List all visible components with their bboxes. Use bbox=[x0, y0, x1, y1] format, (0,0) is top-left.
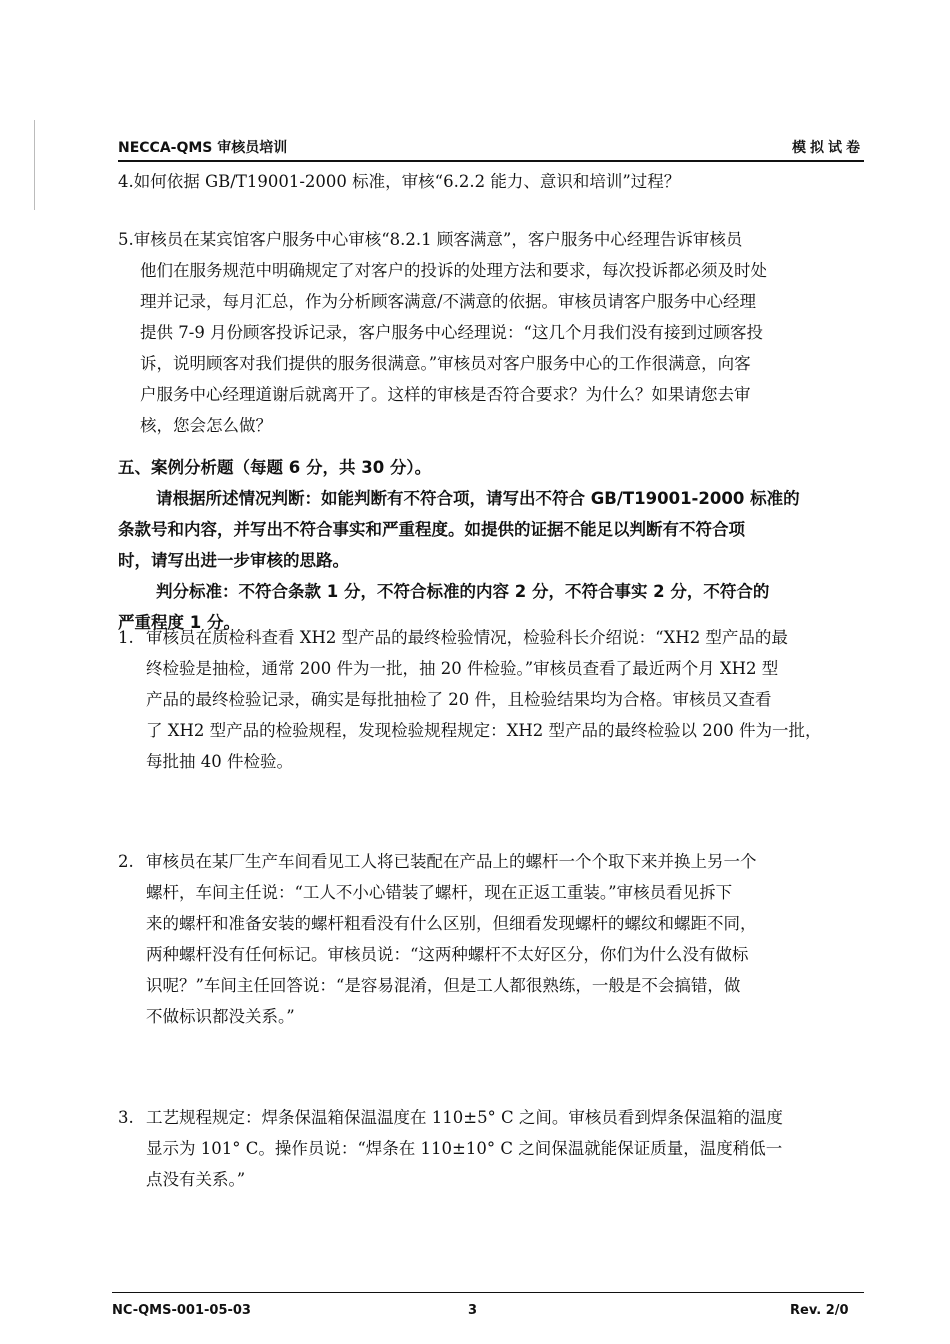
case-2 bbox=[118, 846, 878, 1032]
question-5 bbox=[118, 224, 878, 441]
question-5-line: 提供 7-9 月份顾客投诉记录，客户服务中心经理说：“这几个月我们没有接到过顾客投 bbox=[140, 323, 763, 342]
case-1-number: 1. bbox=[118, 628, 134, 647]
case-2-line: 不做标识都没关系。” bbox=[146, 1007, 295, 1026]
case-3 bbox=[118, 1102, 878, 1195]
question-4 bbox=[118, 166, 878, 197]
case-3-line: 工艺规程规定：焊条保温箱保温温度在 110±5° C 之间。审核员看到焊条保温箱的温度 bbox=[146, 1108, 783, 1127]
section-5-title: 五、案例分析题（每题 6 分，共 30 分）。 bbox=[118, 458, 432, 477]
case-1-line: 终检验是抽检，通常 200 件为一批，抽 20 件检验。”审核员查看了最近两个月 XH2 型 bbox=[146, 659, 779, 678]
section-5-instruction: 请根据所述情况判断：如能判断有不符合项，请写出不符合 GB/T19001-2000 标准的 bbox=[156, 489, 800, 508]
section-5-scoring: 严重程度 1 分。 bbox=[118, 613, 240, 632]
case-3-line: 显示为 101° C。操作员说：“焊条在 110±10° C 之间保温就能保证质量，温度稍低一 bbox=[146, 1139, 783, 1158]
question-5-line: 户服务中心经理道谢后就离开了。这样的审核是否符合要求？为什么？如果请您去审 bbox=[140, 385, 751, 404]
case-2-number: 2. bbox=[118, 852, 134, 871]
section-5 bbox=[118, 452, 878, 638]
question-5-line: 5.审核员在某宾馆客户服务中心审核“8.2.1 顾客满意”，客户服务中心经理告诉审核员 bbox=[118, 230, 743, 249]
section-5-scoring: 判分标准：不符合条款 1 分，不符合标准的内容 2 分，不符合事实 2 分，不符合的 bbox=[156, 582, 770, 601]
case-2-line: 螺杆，车间主任说：“工人不小心错装了螺杆，现在正返工重装。”审核员看见拆下 bbox=[146, 883, 733, 902]
case-3-line: 点没有关系。” bbox=[146, 1170, 246, 1189]
section-5-instruction: 条款号和内容，并写出不符合事实和严重程度。如提供的证据不能足以判断有不符合项 bbox=[118, 520, 745, 539]
header-title: NECCA-QMS 审核员培训 bbox=[118, 140, 288, 156]
case-1 bbox=[118, 622, 878, 777]
case-1-line: 产品的最终检验记录，确实是每批抽检了 20 件，且检验结果均为合格。审核员又查看 bbox=[146, 690, 772, 709]
case-2-line: 两种螺杆没有任何标记。审核员说：“这两种螺杆不太好区分，你们为什么没有做标 bbox=[146, 945, 749, 964]
header-doc-type: 模拟试卷 bbox=[792, 140, 864, 156]
question-5-line: 他们在服务规范中明确规定了对客户的投诉的处理方法和要求，每次投诉都必须及时处 bbox=[140, 261, 767, 280]
question-5-line: 核，您会怎么做？ bbox=[140, 416, 272, 435]
footer-page-number: 3 bbox=[468, 1303, 478, 1318]
footer-divider bbox=[112, 1292, 864, 1293]
case-2-line: 识呢？”车间主任回答说：“是容易混淆，但是工人都很熟练，一般是不会搞错，做 bbox=[146, 976, 741, 995]
question-5-line: 理并记录，每月汇总，作为分析顾客满意/不满意的依据。审核员请客户服务中心经理 bbox=[140, 292, 757, 311]
case-2-line: 来的螺杆和准备安装的螺杆粗看没有什么区别，但细看发现螺杆的螺纹和螺距不同， bbox=[146, 914, 757, 933]
footer-revision: Rev. 2/0 bbox=[790, 1303, 849, 1318]
question-5-line: 诉，说明顾客对我们提供的服务很满意。”审核员对客户服务中心的工作很满意，向客 bbox=[140, 354, 751, 373]
footer-doc-code: NC-QMS-001-05-03 bbox=[112, 1303, 251, 1318]
section-5-instruction: 时，请写出进一步审核的思路。 bbox=[118, 551, 349, 570]
case-1-line: 了 XH2 型产品的检验规程，发现检验规程规定：XH2 型产品的最终检验以 200 件为一批， bbox=[146, 721, 822, 740]
case-1-line: 审核员在质检科查看 XH2 型产品的最终检验情况，检验科长介绍说：“XH2 型产品的最 bbox=[146, 628, 788, 647]
margin-mark bbox=[34, 120, 35, 210]
question-4-text: 4.如何依据 GB/T19001-2000 标准，审核“6.2.2 能力、意识和培训”过程？ bbox=[118, 172, 681, 191]
case-2-line: 审核员在某厂生产车间看见工人将已装配在产品上的螺杆一个个取下来并换上另一个 bbox=[146, 852, 757, 871]
page-header bbox=[118, 138, 864, 162]
case-1-line: 每批抽 40 件检验。 bbox=[146, 752, 293, 771]
case-3-number: 3. bbox=[118, 1108, 134, 1127]
